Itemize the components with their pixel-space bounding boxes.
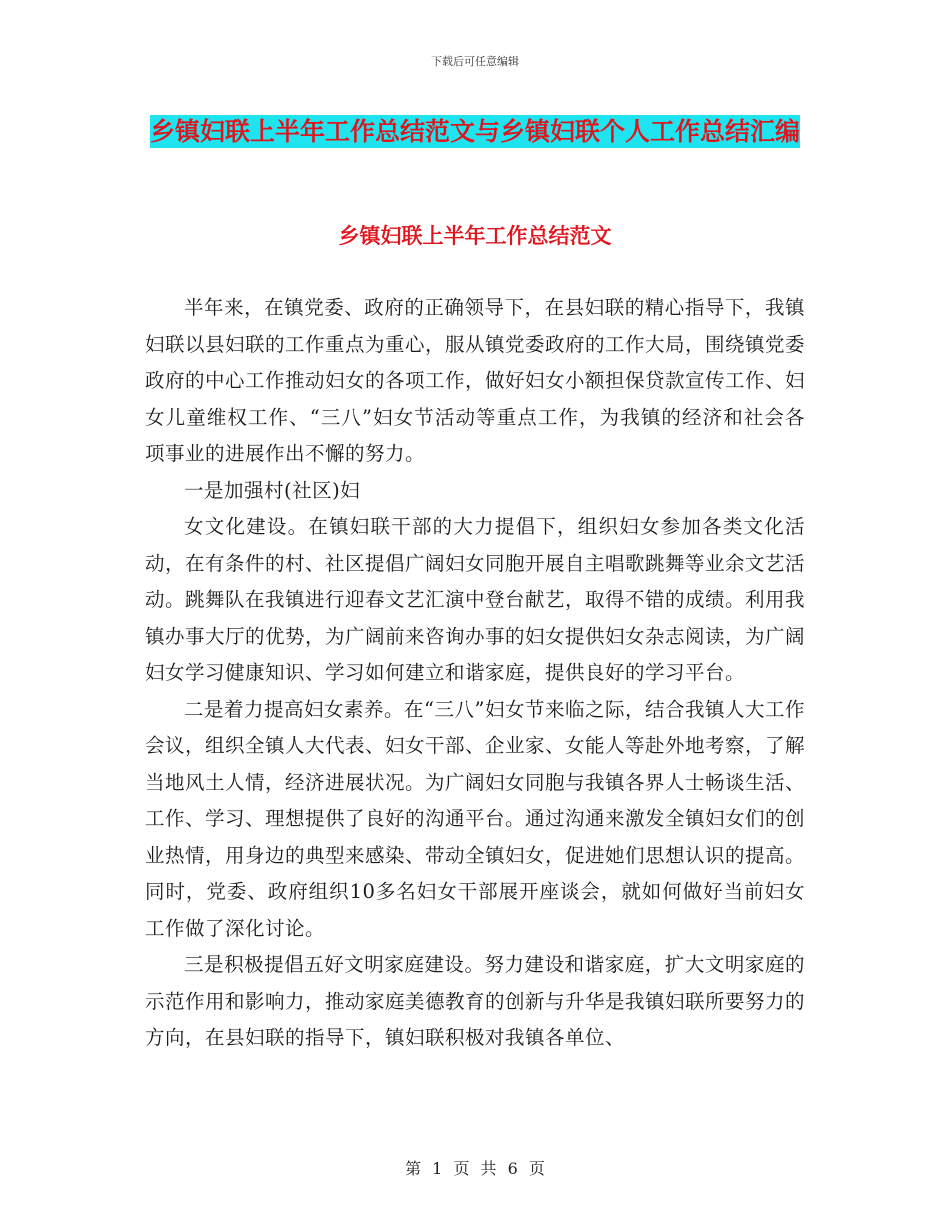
paragraph-point-three: 三是积极提倡五好文明家庭建设。努力建设和谐家庭，扩大文明家庭的示范作用和影响力，推动家庭美德教育的创新与升华是我镇妇联所要努力的方向，在县妇联的指导下，镇妇联积极对我镇各单位、 [145, 953, 806, 1049]
document-body [145, 290, 805, 1057]
paragraph-point-one: 女文化建设。在镇妇联干部的大力提倡下，组织妇女参加各类文化活动，在有条件的村、社区提倡广阔妇女同胞开展自主唱歌跳舞等业余文艺活动。跳舞队在我镇进行迎春文艺汇演中登台献艺，取得不错的成绩。利用我镇办事大厅的优势，为广阔前来咨询办事的妇女提供妇女杂志阅读，为广阔妇女学习健康知识、学习如何建立和谐家庭，提供良好的学习平台。 [145, 515, 806, 684]
page-header-note: 下载后可任意编辑 [431, 55, 519, 68]
page-number-footer: 第 1 页 共 6 页 [405, 1159, 545, 1178]
document-title [145, 108, 805, 156]
paragraph-intro: 半年来，在镇党委、政府的正确领导下，在县妇联的精心指导下，我镇妇联以县妇联的工作重点为重心，服从镇党委政府的工作大局，围绕镇党委政府的中心工作推动妇女的各项工作，做好妇女小额担保贷款宣传工作、妇女儿童维权工作、“三八”妇女节活动等重点工作，为我镇的经济和社会各项事业的进展作出不懈的努力。 [145, 296, 806, 465]
section-title: 乡镇妇联上半年工作总结范文 [338, 224, 612, 248]
document-title-text: 乡镇妇联上半年工作总结范文与乡镇妇联个人工作总结汇编 [149, 117, 800, 146]
paragraph-point-two: 二是着力提高妇女素养。在“三八”妇女节来临之际，结合我镇人大工作会议，组织全镇人大代表、妇女干部、企业家、女能人等赴外地考察，了解当地风土人情，经济进展状况。为广阔妇女同胞与我镇各界人士畅谈生活、工作、学习、理想提供了良好的沟通平台。通过沟通来激发全镇妇女们的创业热情，用身边的典型来感染、带动全镇妇女，促进她们思想认识的提高。同时，党委、政府组织10多名妇女干部展开座谈会，就如何做好当前妇女工作做了深化讨论。 [145, 697, 806, 940]
paragraph-point-one-heading: 一是加强村(社区)妇 [184, 478, 361, 502]
